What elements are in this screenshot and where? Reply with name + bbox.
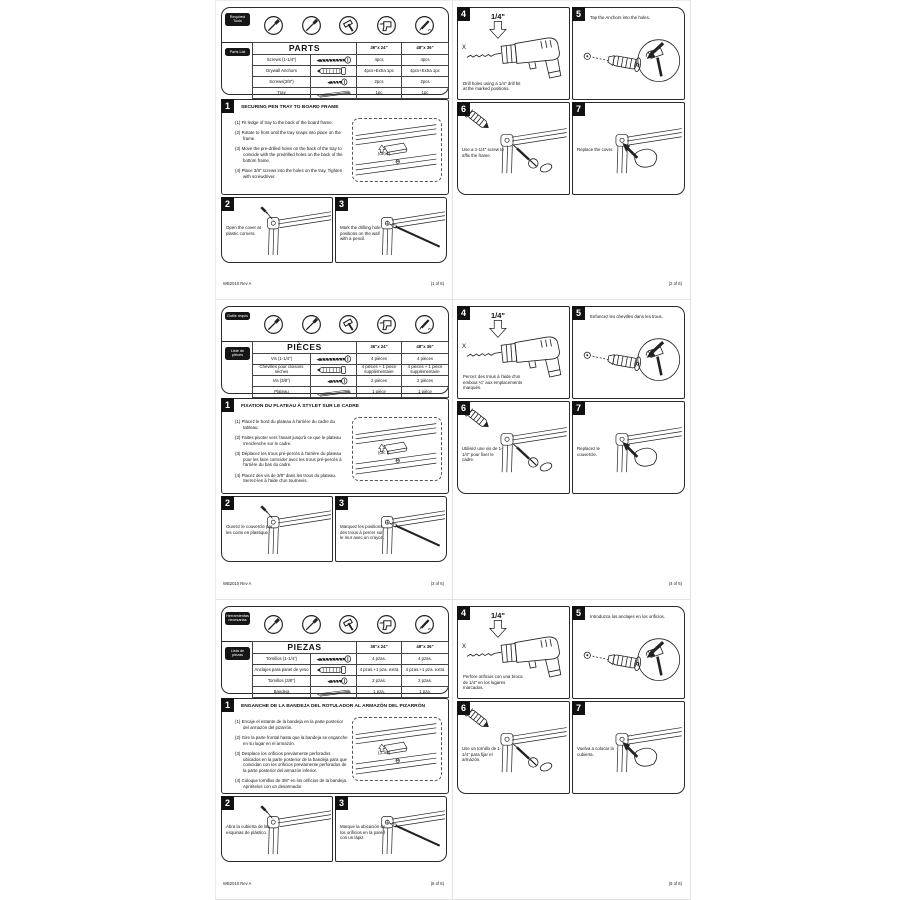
manual-sheet-grid xyxy=(215,0,691,900)
screw-short-icon xyxy=(313,77,355,87)
step-number: 6 xyxy=(457,701,470,715)
pencil-icon xyxy=(414,314,435,335)
step-caption: Introduzca los anclajes en los orificios. xyxy=(590,614,665,619)
tray-icon xyxy=(313,88,355,98)
parts-table xyxy=(252,641,449,698)
step-caption: Marque la ubicación de los orificios en la pared con un lápiz. xyxy=(340,824,386,841)
step-number: 7 xyxy=(572,102,585,116)
drill-icon xyxy=(376,15,397,36)
step-number: 5 xyxy=(572,306,585,320)
required-tools-row xyxy=(222,607,448,642)
tool-icons xyxy=(255,610,443,638)
step-3-panel xyxy=(335,796,447,862)
part-qty: 1 pza. xyxy=(402,687,449,698)
drywall-anchor-icon xyxy=(313,365,355,375)
click-label: (click!) xyxy=(378,151,391,156)
anchor-hammer-drawing xyxy=(576,24,684,92)
steps-4-7 xyxy=(457,606,685,794)
step-5-panel xyxy=(572,7,685,100)
part-name: Vis (3/8") xyxy=(253,376,311,387)
table-row xyxy=(253,88,449,99)
table-row xyxy=(253,77,449,88)
step-6-panel xyxy=(457,102,570,195)
x-mark-label: X xyxy=(462,644,467,650)
section-title: ENGANCHE DE LA BANDEJA DEL ROTULADOR AL ARMAZÓN DEL PIZARRÓN xyxy=(241,703,426,709)
tool-icons xyxy=(255,310,443,338)
page-4-french-back xyxy=(453,300,691,600)
step-caption: Enfoncez les chevilles dans les trous. xyxy=(590,314,663,319)
click-label: (clic !) xyxy=(378,450,390,455)
parts-list-section xyxy=(222,42,448,94)
size-col-1: 36"x 24" xyxy=(357,642,402,654)
steps-2-3 xyxy=(221,197,447,263)
instruction: (2) Gire la parte frontal hasta que la bandeja se enganche en su lugar en el armazón. xyxy=(235,734,348,746)
step-caption: Use un tornillo de 1-1/4" para fijar el armazón. xyxy=(462,746,502,763)
instruction-list xyxy=(235,719,349,794)
step-7-panel xyxy=(572,701,685,794)
part-qty: 2 pzas. xyxy=(357,676,402,687)
required-tools-row xyxy=(222,8,448,43)
step-caption: Replace the cover. xyxy=(577,147,614,152)
part-name: Chevilles pour cloisons sèches xyxy=(253,365,311,376)
instruction: (2) Rotate to front until the tray snaps into place on the frame. xyxy=(235,130,341,141)
size-col-2: 48"x 36" xyxy=(402,342,449,354)
board-tray-drawing xyxy=(354,120,438,178)
table-row xyxy=(253,376,449,387)
doc-revision: WB2010 Rev A xyxy=(223,581,252,586)
step-number: 7 xyxy=(572,401,585,415)
bit-size-label: 1/4" xyxy=(491,12,505,21)
step-caption: Open the cover at plastic corners. xyxy=(226,225,261,236)
parts-list-label: Liste de pièces xyxy=(225,347,250,360)
size-col-1: 36"x 24" xyxy=(357,342,402,354)
step-caption: Utilisez une vis de 1-1/4" pour fixer le cadre. xyxy=(462,446,503,463)
bit-size-label: 1/4" xyxy=(491,611,505,620)
step-number: 6 xyxy=(457,401,470,415)
step-caption: Percez des trous à l'aide d'un embout ¼" aux emplacements marqués. xyxy=(463,373,523,391)
part-qty: 4pcs xyxy=(402,55,449,66)
table-row xyxy=(253,354,449,365)
step-number: 4 xyxy=(457,306,470,320)
steps-4-7 xyxy=(457,7,685,195)
tools-parts-box xyxy=(221,306,449,394)
anchor-hammer-drawing xyxy=(576,323,684,391)
step-5-panel xyxy=(572,606,685,699)
step-caption: Vuelva a colocar la cubierta. xyxy=(577,746,614,757)
part-qty: 2 pièces xyxy=(357,376,402,387)
parts-title: PIEZAS xyxy=(253,642,357,654)
page-number: (1 of 6) xyxy=(430,281,444,286)
part-qty: 4 pzas.+1 pza. extra xyxy=(357,665,402,676)
part-qty: 1pc xyxy=(357,88,402,99)
step-7-panel xyxy=(572,401,685,494)
step-2-panel xyxy=(221,496,333,562)
table-row xyxy=(253,55,449,66)
step-number: 3 xyxy=(335,796,348,810)
size-col-1: 36"x 24" xyxy=(357,43,402,55)
board-tray-drawing xyxy=(354,419,438,477)
step-number: 4 xyxy=(457,606,470,620)
part-qty: 1pc xyxy=(402,88,449,99)
size-col-2: 48"x 36" xyxy=(402,642,449,654)
step-3-panel xyxy=(335,496,447,562)
step-number: 5 xyxy=(572,7,585,21)
drill-drawing xyxy=(460,14,570,86)
instruction: (1) Placez le bord du plateau à l'arrière du cadre du tableau. xyxy=(235,419,335,430)
step-number: 1 xyxy=(221,99,234,113)
step-3-panel xyxy=(335,197,447,263)
screwdriver-flat-icon xyxy=(263,15,284,36)
instruction: (4) Coloque tornillos de 3/8" en los orificios de la bandeja. Apriételos con un desarmador. xyxy=(235,778,348,789)
step-1-panel xyxy=(221,99,449,195)
tray-attach-illustration xyxy=(352,717,442,781)
part-name: Screws (1-1/4") xyxy=(253,55,311,66)
part-name: Tray xyxy=(253,88,311,99)
screw-short-icon xyxy=(313,376,355,386)
page-number: (2 of 6) xyxy=(668,281,682,286)
tools-parts-box xyxy=(221,606,449,694)
parts-list-section xyxy=(222,641,448,693)
parts-title: PARTS xyxy=(253,43,357,55)
part-qty: 4 pzas.+1 pza. extra xyxy=(402,665,449,676)
parts-table-header xyxy=(253,642,449,654)
part-qty: 4 pièces xyxy=(402,354,449,365)
tool-icons xyxy=(255,11,443,39)
instruction: (4) Placez des vis de 3/8" dans les trous du plateau. Serrez-les à l'aide d'un tournevis. xyxy=(235,472,337,484)
page-6-spanish-back xyxy=(453,600,691,900)
x-mark-label: X xyxy=(462,344,467,350)
instruction: (3) Move the pre-drilled holes on the back of the tray to coincide with the predrilled holes on the back of the bottom frame. xyxy=(235,146,343,163)
step-number: 3 xyxy=(335,197,348,211)
part-qty: 2 pièces xyxy=(402,376,449,387)
step-4-panel xyxy=(457,306,570,399)
step-caption: Use a 1-1/4" screw to affix the frame. xyxy=(462,147,504,158)
board-tray-drawing xyxy=(354,719,438,777)
steps-4-7 xyxy=(457,306,685,494)
step-number: 3 xyxy=(335,496,348,510)
parts-table-header xyxy=(253,342,449,354)
page-footer xyxy=(460,581,682,586)
part-qty: 4 pièces + 1 pièce supplémentaire xyxy=(357,365,402,376)
part-qty: 4pcs+Extra 1pc xyxy=(402,66,449,77)
part-name: Drywall Anchors xyxy=(253,66,311,77)
required-tools-row xyxy=(222,307,448,342)
page-footer xyxy=(223,581,444,586)
pencil-icon xyxy=(414,614,435,635)
step-1-panel xyxy=(221,398,449,494)
screw-long-icon xyxy=(313,354,355,364)
step-number: 2 xyxy=(221,796,234,810)
step-number: 1 xyxy=(221,398,234,412)
table-row xyxy=(253,676,449,687)
step-number: 2 xyxy=(221,496,234,510)
hammer-icon xyxy=(338,614,359,635)
tray-icon xyxy=(313,687,355,697)
x-mark-label: X xyxy=(462,45,467,51)
drill-icon xyxy=(376,314,397,335)
section-title: SECURING PEN TRAY TO BOARD FRAME xyxy=(241,104,339,110)
step-caption: Marquez les positions des trous à percer sur le mur avec un crayon. xyxy=(340,524,385,541)
instruction: (1) Encaje el estante de la bandeja en la parte posterior del armazón del pizarrón. xyxy=(235,719,344,730)
page-number: (3 of 6) xyxy=(430,581,444,586)
table-row xyxy=(253,665,449,676)
part-name: Vis (1-1/4") xyxy=(253,354,311,365)
instruction: (3) Desplace los orificios previamente perforados ubicados en la parte posterior de la bandeja para que coincidan con los orificios previamente perforados de la parte posterior del armazón inferior. xyxy=(235,750,347,774)
screw-long-icon xyxy=(313,654,355,664)
page-footer xyxy=(223,881,444,886)
screwdriver-phillips-icon xyxy=(301,614,322,635)
step-number: 7 xyxy=(572,701,585,715)
steps-2-3 xyxy=(221,796,447,862)
click-label: (¡Clic!) xyxy=(378,750,391,755)
instruction: (3) Déplacez les trous pré-percés à l'arrière du plateau pour les faire coïncider avec les trous pré-percés à l'arrière du bas du cadre. xyxy=(235,450,342,468)
anchor-hammer-drawing xyxy=(576,623,684,691)
table-row xyxy=(253,654,449,665)
step-caption: Drill holes using a 1/4" drill bit at the marked positions. xyxy=(463,80,521,92)
screwdriver-phillips-icon xyxy=(301,314,322,335)
required-tools-label: Outils requis xyxy=(225,312,250,320)
step-number: 1 xyxy=(221,698,234,712)
steps-2-3 xyxy=(221,496,447,562)
step-caption: Ouvrez le couvercle par les coins en plastique. xyxy=(226,524,273,535)
step-1-panel xyxy=(221,698,449,794)
page-footer xyxy=(223,281,444,286)
instruction-list xyxy=(235,419,349,488)
step-caption: Mark the drilling hole positions on the wall with a pencil. xyxy=(340,225,381,242)
table-row xyxy=(253,687,449,698)
instruction: (1) Fit ledge of tray to the back of the board frame. xyxy=(235,120,333,125)
page-2-english-back xyxy=(453,0,691,300)
page-footer xyxy=(460,881,682,886)
page-3-french-front xyxy=(215,300,453,600)
page-footer xyxy=(460,281,682,286)
parts-table-header xyxy=(253,43,449,55)
step-caption: Abra la cubierta de las esquinas de plástico. xyxy=(226,824,270,835)
drywall-anchor-icon xyxy=(313,665,355,675)
tray-attach-illustration xyxy=(352,118,442,182)
required-tools-label: Herramientas necesarias xyxy=(225,612,250,625)
part-qty: 1 pza. xyxy=(357,687,402,698)
step-caption: Replacez le couvercle. xyxy=(577,446,600,457)
part-qty: 1 pièce xyxy=(357,387,402,398)
screwdriver-flat-icon xyxy=(263,314,284,335)
parts-list-label: Parts List xyxy=(225,48,250,56)
page-1-english-front xyxy=(215,0,453,300)
step-4-panel xyxy=(457,606,570,699)
step-caption: Tap the Anchors into the holes. xyxy=(590,15,651,20)
step-6-panel xyxy=(457,701,570,794)
instruction: (4) Place 3/8" screws into the holes on the tray. Tighten with screwdriver. xyxy=(235,167,343,179)
tray-icon xyxy=(313,387,355,397)
hammer-icon xyxy=(338,15,359,36)
step-6-panel xyxy=(457,401,570,494)
part-name: Screws(3/8") xyxy=(253,77,311,88)
part-qty: 4 pièces xyxy=(357,354,402,365)
part-name: Plateau xyxy=(253,387,311,398)
part-qty: 1 pièce xyxy=(402,387,449,398)
parts-list-section xyxy=(222,341,448,393)
pencil-icon xyxy=(414,15,435,36)
step-number: 2 xyxy=(221,197,234,211)
parts-table xyxy=(252,42,449,99)
page-number: (5 of 6) xyxy=(430,881,444,886)
screw-short-icon xyxy=(313,676,355,686)
part-qty: 4pcs+Extra 1pc xyxy=(357,66,402,77)
part-qty: 2pcs xyxy=(357,77,402,88)
parts-list-label: Lista de piezas xyxy=(225,647,250,660)
bit-size-label: 1/4" xyxy=(491,311,505,320)
size-col-2: 48"x 36" xyxy=(402,43,449,55)
step-7-panel xyxy=(572,102,685,195)
table-row xyxy=(253,387,449,398)
instruction: (2) Faites pivoter vers l'avant jusqu'à ce que le plateau s'enclenche sur le cadre. xyxy=(235,434,341,446)
part-qty: 4 pzas. xyxy=(357,654,402,665)
tools-parts-box xyxy=(221,7,449,95)
screw-long-icon xyxy=(313,55,355,65)
page-number: (4 of 6) xyxy=(668,581,682,586)
step-number: 6 xyxy=(457,102,470,116)
step-number: 4 xyxy=(457,7,470,21)
parts-title: PIÈCES xyxy=(253,342,357,354)
part-name: Anclajes para panel de yeso xyxy=(253,665,311,676)
step-4-panel xyxy=(457,7,570,100)
table-row xyxy=(253,66,449,77)
tray-attach-illustration xyxy=(352,417,442,481)
drill-icon xyxy=(376,614,397,635)
step-2-panel xyxy=(221,197,333,263)
part-name: Bandeja xyxy=(253,687,311,698)
screwdriver-flat-icon xyxy=(263,614,284,635)
doc-revision: WB2010 Rev A xyxy=(223,281,252,286)
part-qty: 4 pzas. xyxy=(402,654,449,665)
hammer-icon xyxy=(338,314,359,335)
step-5-panel xyxy=(572,306,685,399)
table-row xyxy=(253,365,449,376)
section-title: FIXATION DU PLATEAU À STYLET SUR LE CADRE xyxy=(241,403,360,409)
page-5-spanish-front xyxy=(215,600,453,900)
part-name: Tornillos (1-1/4") xyxy=(253,654,311,665)
instruction-list xyxy=(235,120,349,184)
part-name: Tornillos (3/8") xyxy=(253,676,311,687)
required-tools-label: Required Tools xyxy=(225,13,250,26)
doc-revision: WB2010 Rev A xyxy=(223,881,252,886)
part-qty: 4pcs xyxy=(357,55,402,66)
part-qty: 2pcs xyxy=(402,77,449,88)
part-qty: 2 pzas. xyxy=(402,676,449,687)
parts-table xyxy=(252,341,449,398)
screwdriver-phillips-icon xyxy=(301,15,322,36)
page-number: (6 of 6) xyxy=(668,881,682,886)
step-2-panel xyxy=(221,796,333,862)
part-qty: 4 pièces + 1 pièce supplémentaire xyxy=(402,365,449,376)
step-caption: Perfore orificios con una broca de 1/4" en los lugares marcados. xyxy=(463,673,523,691)
step-number: 5 xyxy=(572,606,585,620)
drywall-anchor-icon xyxy=(313,66,355,76)
